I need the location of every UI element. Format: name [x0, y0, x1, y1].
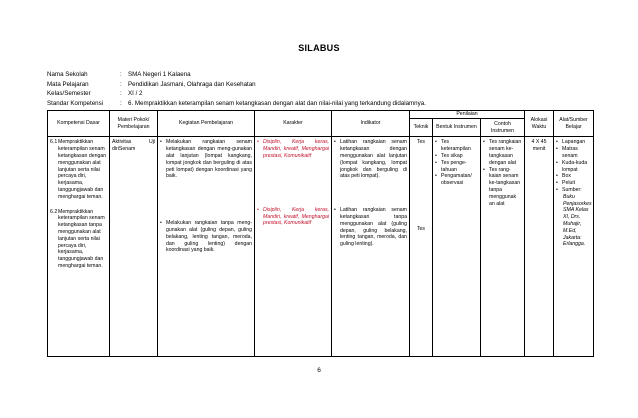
alat-item: • Peluit — [556, 180, 591, 187]
bentuk-item: • Pengamatan/ observasi — [435, 173, 478, 187]
meta-value: XI / 2 — [128, 90, 143, 98]
alat-item: • Matras senam — [556, 146, 591, 160]
header-alat: Alat/Sumber Belajar — [554, 111, 594, 137]
indikator-item-2: • Latihan rangkaian senam ketangkasan tanpa menggunakan alat (guling depan, guling belakang, lenting tangan, meroda, dan guling lenting). — [334, 207, 407, 248]
contoh-item: • Tes rang-kaian senam ke-tangkasan tanpa menggunak an alat — [483, 167, 522, 208]
identity-block — [47, 70, 426, 108]
document-title: SILABUS — [298, 43, 340, 53]
meta-sep: : — [120, 80, 122, 88]
meta-row-class — [47, 89, 426, 99]
header-indikator: Indikator — [332, 111, 410, 137]
header-kegiatan: Kegiatan Pembelajaran — [158, 111, 255, 137]
meta-row-subject — [47, 80, 426, 90]
kd1-number: 6.1 — [50, 139, 58, 146]
teknik-cell — [410, 137, 433, 357]
kd-cell — [48, 137, 110, 357]
alat-cell — [554, 137, 594, 357]
alat-item: • Kuda-kuda lompat — [556, 160, 591, 174]
meta-sep: : — [120, 99, 122, 107]
meta-value: 6. Mempraktikkan keterampilan senam ketangkasan dengan alat dan nilai-nilai yang terkandung didalamnya. — [128, 99, 426, 107]
kegiatan-item-1: • Melakukan rangkaian senam ketangkasan dengan meng-gunakan alat lanjutan (lompat kangkang, lompat jongkok dan berguling di atas peti lompat) dengan koordinasi yang baik. — [160, 139, 252, 180]
kegiatan-cell — [158, 137, 255, 357]
bentuk-item: • Tes sikap — [435, 153, 478, 160]
alokasi-cell: 4 X 45 menit — [525, 137, 554, 357]
meta-key: Nama Sekolah — [47, 71, 88, 78]
content-row — [48, 137, 594, 357]
karakter-cell — [255, 137, 332, 357]
karakter-item-2: • Disiplin, Kerja keras, Mandiri, kreatif, Menghargai prestasi, Komunikatif — [257, 207, 329, 227]
materi-cell: Aktivitas Uji diriSenam — [110, 137, 158, 357]
sumber-text: Buku Penjasorkes SMA Kelas XI, Drs. Muhajir, M.Ed, Jakarta: Erlangga. — [563, 193, 592, 248]
header-karakter: Karakter — [255, 111, 332, 137]
teknik-item-1: Tes — [416, 139, 426, 146]
alat-item: • Box — [556, 173, 591, 180]
contoh-item: • Tes rangkaian senam ke-tangkasan dengan alat — [483, 139, 522, 166]
sumber-label: • Sumber: — [556, 187, 591, 194]
bentuk-cell — [433, 137, 481, 357]
header-row — [48, 111, 594, 119]
meta-row-school — [47, 70, 426, 80]
meta-key: Kelas/Semester — [47, 90, 91, 98]
meta-sep: : — [120, 90, 122, 98]
kegiatan-item-2: • Melakukan rangkaian tanpa meng-gunakan alat (guling depan, guling belakang, lenting tangan, meroda, dan guling lenting) dengan koordinasi yang baik. — [160, 220, 252, 254]
contoh-cell — [481, 137, 525, 357]
header-materi: Materi Pokok/ Pembelajaran — [110, 111, 158, 137]
meta-row-standard — [47, 99, 426, 109]
bentuk-item: • Tes penge-tahuan — [435, 160, 478, 174]
header-bentuk: Bentuk Instrumen — [433, 118, 481, 137]
meta-value: Pendidikan Jasmani, Olahraga dan Kesehatan — [128, 80, 256, 88]
header-contoh: Contoh Instrumen — [481, 118, 525, 137]
indikator-item-1: • Latihan rangkaian senam ketangkasan dengan menggunakan alat lanjutan (lompat kangkang, lompat jongkok dan berguling di atas peti lompat). — [334, 139, 407, 180]
kd1-text: Mempraktikkan keterampilan senam ketangkasan dengan menggunakan alat lanjutan serta nilai percaya diri, kerjasama, tanggungjawab dan menghargai teman. — [58, 139, 107, 200]
kd2-number: 6.2 — [50, 208, 58, 215]
bentuk-item: • Tes keterampilan — [435, 139, 478, 153]
meta-value: SMA Negeri 1 Kalaena — [128, 71, 191, 78]
alat-item: • Lapangan — [556, 139, 591, 146]
meta-key: Standar Kompetensi — [47, 99, 104, 107]
syllabus-table — [47, 110, 594, 357]
page-number: 6 — [317, 367, 321, 374]
header-alokasi: Alokasi Waktu — [525, 111, 554, 137]
header-penilaian: Penilaian — [410, 111, 525, 119]
header-kd: Kompetensi Dasar — [48, 111, 110, 137]
meta-sep: : — [120, 71, 122, 78]
indikator-cell — [332, 137, 410, 357]
karakter-item-1: • Disiplin, Kerja keras, Mandiri, kreatif, Menghargai prestasi, Komunikatif — [257, 139, 329, 159]
header-teknik: Teknik — [410, 118, 433, 137]
teknik-item-2: Tes — [416, 226, 426, 233]
kd2-text: Mempraktikkan keterampilan senam ketangkasan tanpa menggunakan alat lanjutan serta nilai percaya diri, kerjasama, tanggungjawab dan menghargai teman. — [58, 208, 105, 269]
meta-key: Mata Pelajaran — [47, 80, 89, 88]
